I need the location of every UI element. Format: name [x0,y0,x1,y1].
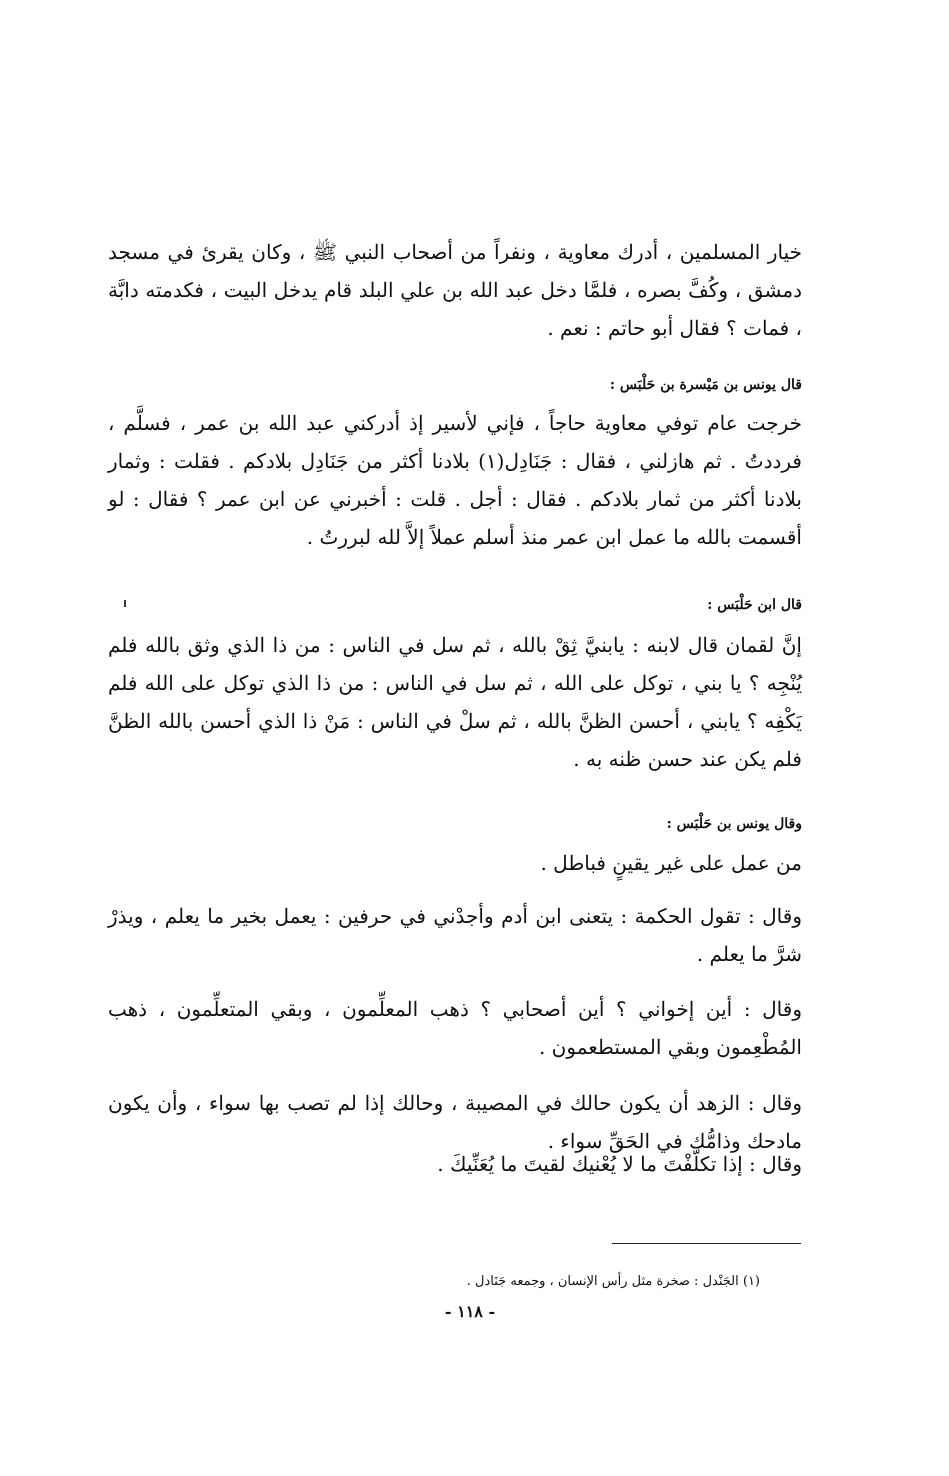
heading-yunus-bin-halbas: وقال يونس بن حَلْبَس : [666,816,802,832]
footnote: (١) الجَنْدل : صخرة مثل رأس الإنسان ، وجمعه جَنَادل . [466,1274,760,1289]
paragraph-1: خيار المسلمين ، أدرك معاوية ، ونفراً من أصحاب النبي ﷺ ، وكان يقرئ في مسجد دمشق ، وكُفَّ بصره ، فلمَّا دخل عبد الله بن علي البلد قام يدخل البيت ، فكدمته دابَّة ، فمات ؟ فقال أبو حاتم : نعم . [108,240,802,340]
scan-speck [124,600,126,607]
paragraph-8: وقال : إذا تكلَّفْتَ ما لا يُعْنيك لقيتَ ما يُعَنِّيكَ . [437,1152,802,1176]
page-number: - ١١٨ - [444,1302,496,1321]
paragraph-3: إنَّ لقمان قال لابنه : يابنيَّ ثِقْ بالله ، ثم سل في الناس : من ذا الذي وثق بالله فلم يُنْجِه ؟ يا بني ، توكل على الله ، ثم سل في الناس : من ذا الذي توكل على الله فلم يَكْفِه ؟ يابني ، أحسن الظنَّ بالله ، ثم سلْ في الناس : مَنْ ذا الذي أحسن بالله الظنَّ فلم يكن عند حسن ظنه به . [108,633,802,771]
paragraph-6: وقال : أين إخواني ؟ أين أصحابي ؟ ذهب المعلِّمون ، وبقي المتعلِّمون ، ذهب المُطْعِمون وبقي المستطعمون . [108,997,802,1059]
paragraph-5: وقال : تقول الحكمة : يتعنى ابن أدم وأجدْني في حرفين : يعمل بخير ما يعلم ، ويذرْ شرَّ ما يعلم . [108,904,802,966]
paragraph-4: من عمل على غير يقينٍ فباطل . [540,851,802,875]
paragraph-2: خرجت عام توفي معاوية حاجاً ، فإني لأسير إذ أدركني عبد الله بن عمر ، فسلَّم ، فرددتُ . ثم هازلني ، فقال : جَنَادِل(١) بلادنا أكثر من جَنَادِل بلادكم . فقلت : وثمار بلادنا أكثر من ثمار بلادكم . فقال : أجل . قلت : أخبرني عن ابن عمر ؟ فقال : لو أقسمت بالله ما عمل ابن عمر منذ أسلم عملاً إلاَّ لله لبررتُ . [108,411,802,549]
paragraph-7: وقال : الزهد أن يكون حالك في المصيبة ، وحالك إذا لم تصب بها سواء ، وأن يكون مادحك وذامُّك في الحَقِّ سواء . [108,1091,802,1153]
heading-yunus-bin-maysara: قال يونس بن مَيْسرة بن حَلْبَس : [609,377,802,393]
footnote-divider [612,1243,801,1244]
heading-ibn-halbas: قال ابن حَلْبَس : [707,597,802,613]
